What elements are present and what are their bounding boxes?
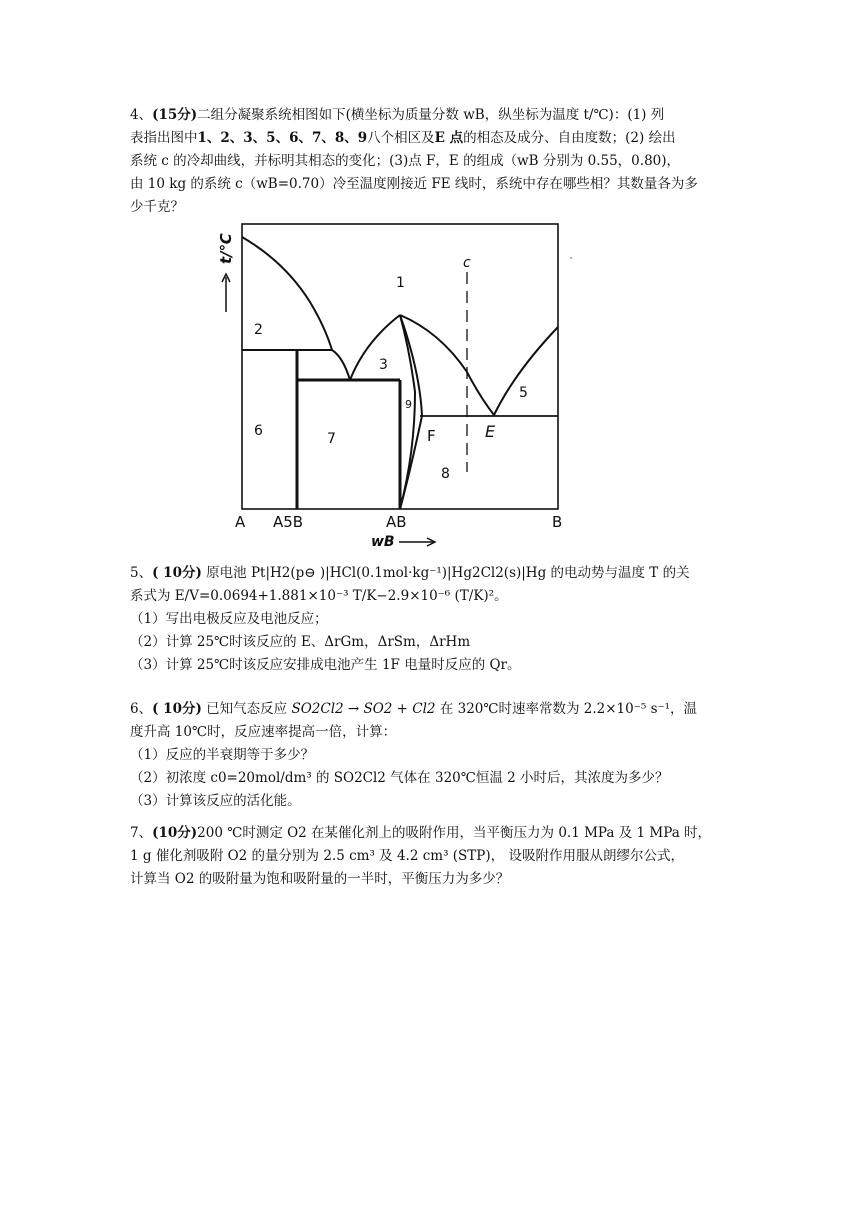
question-5 — [130, 562, 740, 677]
q7-line-3: 计算当 O2 的吸附量为饱和吸附量的一半时，平衡压力为多少？ — [130, 871, 510, 887]
q4-line-1: 4、(15分)二组分凝聚系统相图如下(横坐标为质量分数 wB，纵坐标为温度 t/℃)：(1) 列 — [130, 107, 665, 123]
q6-sub-1: （1）反应的半衰期等于多少？ — [130, 747, 315, 763]
q6-sub-2: （2）初浓度 c0=20mol/dm³ 的 SO2Cl2 气体在 320℃恒温 2 小时后，其浓度为多少？ — [130, 770, 669, 786]
point-label-f: F — [427, 427, 436, 445]
q4-line-5: 少千克？ — [130, 199, 184, 215]
liquidus-ab-left — [350, 315, 400, 380]
q6-reaction: SO2Cl2 → SO2 + Cl2 — [291, 701, 436, 717]
solid-solution-right — [400, 315, 422, 509]
q6-sub-3: （3）计算该反应的活化能。 — [130, 793, 301, 809]
x-label-b: B — [552, 513, 563, 531]
q5-sub-1: （1）写出电极反应及电池反应； — [130, 611, 328, 627]
q5-sub-2: （2）计算 25℃时该反应的 E、ΔrGm，ΔrSm，ΔrHm — [130, 634, 471, 650]
q4-line-4: 由 10 kg 的系统 c（wB=0.70）冷至温度刚接近 FE 线时，系统中存在哪些相？其数量各为多 — [130, 176, 698, 192]
q5-line-1: 5、( 10分) 原电池 Pt|H2(p⊖ )|HCl(0.1mol·kg⁻¹)|Hg2Cl2(s)|Hg 的电动势与温度 T 的关 — [130, 565, 690, 581]
q4-line-2: 表指出图中1、2、3、5、6、7、8、9八个相区及E 点的相态及成分、自由度数；(2) 绘出 — [130, 130, 676, 146]
region-label-6: 6 — [254, 423, 263, 439]
question-6 — [130, 698, 740, 813]
point-label-e: E — [485, 422, 496, 441]
q4-points: (15分) — [152, 107, 198, 123]
q7-line-1: 7、(10分)200 ℃时测定 O2 在某催化剂上的吸附作用，当平衡压力为 0.1 MPa 及 1 MPa 时， — [130, 825, 712, 841]
region-label-9: 9 — [405, 398, 412, 411]
q5-line-2: 系式为 E/V=0.0694+1.881×10⁻³ T/K−2.9×10⁻⁶ (T/K)²。 — [130, 588, 508, 604]
question-4 — [130, 104, 740, 219]
x-label-a: A — [235, 513, 246, 531]
region-label-8: 8 — [441, 466, 450, 482]
q6-line-2: 度升高 10℃时，反应速率提高一倍，计算： — [130, 724, 397, 740]
q4-line-3: 系统 c 的冷却曲线，并标明其相态的变化；(3)点 F，E 的组成（wB 分别为 0.55，0.80)， — [130, 153, 681, 169]
x-axis-label: wB — [371, 534, 395, 550]
liquidus-b — [494, 327, 558, 415]
q5-sub-3: （3）计算 25℃时该反应安排成电池产生 1F 电量时反应的 Qr。 — [130, 657, 521, 673]
q4-number: 4、 — [130, 107, 153, 123]
phase-diagram — [205, 222, 585, 552]
stray-dot — [570, 257, 572, 259]
x-label-a5b: A5B — [273, 513, 304, 531]
region-label-2: 2 — [254, 322, 263, 338]
liquidus-a-to-eutectic — [332, 350, 350, 380]
q6-line-1: 6、( 10分) 已知气态反应 SO2Cl2 → SO2 + Cl2 在 320℃时速率常数为 2.2×10⁻⁵ s⁻¹，温 — [130, 701, 698, 717]
system-c-label: c — [463, 255, 471, 271]
region-label-7: 7 — [327, 431, 336, 447]
question-7 — [130, 822, 740, 891]
region-label-1: 1 — [396, 275, 405, 291]
region-label-5: 5 — [519, 385, 528, 401]
q7-line-2: 1 g 催化剂吸附 O2 的量分别为 2.5 cm³ 及 4.2 cm³ (STP)， 设吸附作用服从朗缪尔公式， — [130, 848, 684, 864]
y-axis-label: t/℃ — [217, 233, 235, 264]
region-label-3: 3 — [379, 357, 388, 373]
x-label-ab: AB — [386, 513, 407, 531]
